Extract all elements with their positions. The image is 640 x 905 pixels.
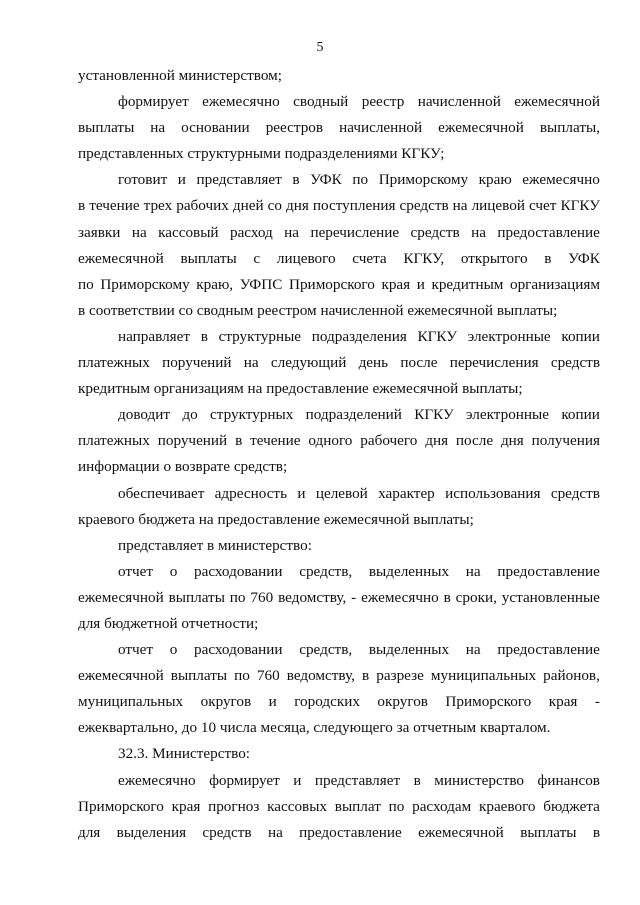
text-line: направляет в структурные подразделения КГКУ электронные копии [118,327,600,345]
text-line: ежемесячной выплаты по 760 ведомству, - ежемесячно в сроки, установленные [78,588,600,606]
text-line: отчет о расходовании средств, выделенных на предоставление [118,562,600,580]
text-line: кредитным организациям на предоставление ежемесячной выплаты; [78,380,523,398]
text-line: в соответствии со сводным реестром начисленной ежемесячной выплаты; [78,301,558,319]
text-line: платежных поручений на следующий день после перечисления средств [78,354,600,372]
text-line: формирует ежемесячно сводный реестр начисленной ежемесячной [118,93,600,111]
text-line: выплаты на основании реестров начисленной ежемесячной выплаты, [78,119,600,137]
text-line: обеспечивает адресность и целевой характер использования средств [118,484,600,502]
text-line: для бюджетной отчетности; [78,614,259,632]
document-body [78,63,600,846]
text-line: информации о возврате средств; [78,458,288,476]
page-number: 5 [316,40,324,55]
text-line: установленной министерством; [78,67,282,84]
text-line: 32.3. Министерство: [118,745,251,763]
text-line: отчет о расходовании средств, выделенных на предоставление [118,641,600,659]
text-line: для выделения средств на предоставление ежемесячной выплаты в [78,823,600,841]
text-line: муниципальных округов и городских округов Приморского края - [78,693,600,711]
text-line: ежеквартально, до 10 числа месяца, следующего за отчетным кварталом. [78,719,551,737]
text-line: доводит до структурных подразделений КГКУ электронные копии [118,406,600,424]
text-line: ежемесячно формирует и представляет в министерство финансов [118,771,600,789]
text-line: в течение трех рабочих дней со дня поступления средств на лицевой счет КГКУ [78,197,600,215]
text-line: краевого бюджета на предоставление ежемесячной выплаты; [78,510,474,528]
text-line: ежемесячной выплаты с лицевого счета КГКУ, открытого в УФК [78,249,600,267]
text-line: заявки на кассовый расход на перечисление средств на предоставление [78,223,600,241]
text-line: представленных структурными подразделениями КГКУ; [78,145,445,163]
text-line: платежных поручений в течение одного рабочего дня после дня получения [78,432,600,450]
text-line: представляет в министерство: [118,536,312,554]
text-line: готовит и представляет в УФК по Приморскому краю ежемесячно [118,171,600,189]
text-line: ежемесячной выплаты по 760 ведомству, в разрезе муниципальных районов, [78,667,600,685]
text-line: по Приморскому краю, УФПС Приморского края и кредитным организациям [78,275,600,293]
text-line: Приморского края прогноз кассовых выплат по расходам краевого бюджета [78,797,600,815]
